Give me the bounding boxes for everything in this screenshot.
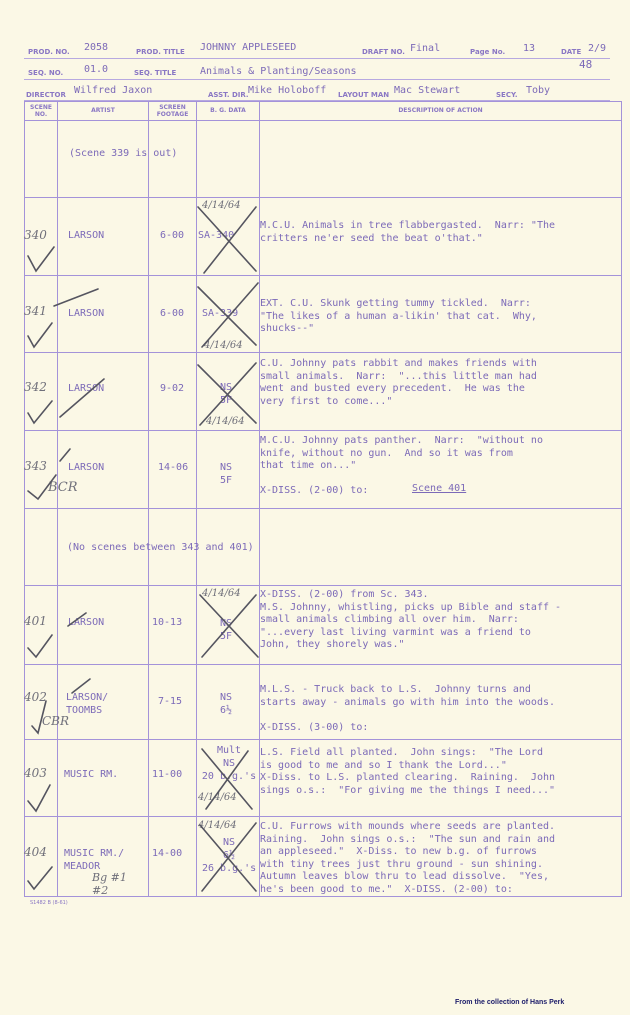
col-scene-no: SCENE NO.: [30, 104, 52, 118]
artist: LARSON: [68, 462, 105, 473]
prod-no: 2058: [84, 42, 109, 53]
screen-footage: 10-13: [152, 617, 183, 628]
screen-footage: 6-00: [160, 308, 185, 319]
screen-footage: 9-02: [160, 383, 185, 394]
description: EXT. C.U. Skunk getting tummy tickled. Narr: "The likes of a human a-likin' that cat. Why, shucks--": [260, 298, 537, 334]
bg-data: SA-339: [202, 308, 239, 319]
seq-no-label: SEQ. NO.: [28, 69, 64, 77]
asst-dir-label: ASST. DIR.: [208, 91, 249, 99]
artist: MUSIC RM./ MEADOR: [64, 848, 125, 872]
scene-number: 343: [24, 459, 47, 473]
collection-credit: From the collection of Hans Perk: [455, 999, 565, 1006]
scene-table: [24, 101, 622, 897]
handwritten-initials: BCR: [48, 480, 78, 495]
screen-footage: 14-06: [158, 462, 189, 473]
form-number: S1482 B (8-61): [30, 900, 68, 906]
bg-data: NS 5F: [220, 462, 233, 486]
asst-dir: Mike Holoboff: [248, 85, 327, 96]
date: 2/9: [588, 43, 607, 54]
header-row-seq: [24, 65, 610, 80]
handwritten-bg-note: Bg #1 #2: [92, 871, 127, 897]
description: L.S. Field all planted. John sings: "The Lord is good to me and so I thank the Lord..." X-Diss. to L.S. planted clearing. Raining. John sings o.s.: "For giving me the things I need...": [260, 747, 556, 796]
seq-no: 01.0: [84, 64, 109, 75]
seq-title: Animals & Planting/Seasons: [200, 66, 357, 77]
director-label: DIRECTOR: [26, 91, 66, 99]
header-row-director: [24, 86, 610, 101]
corner-number: 48: [579, 58, 593, 71]
artist: LARSON: [68, 230, 105, 241]
layout-man-label: LAYOUT MAN: [338, 91, 390, 99]
note-no-scenes-between: (No scenes between 343 and 401): [67, 542, 254, 553]
bg-data: Mult NS 20 b.g.'s: [201, 745, 257, 782]
scene-number: 340: [24, 228, 47, 242]
screen-footage: 6-00: [160, 230, 185, 241]
prod-title: JOHNNY APPLESEED: [200, 42, 297, 53]
prod-title-label: PROD. TITLE: [136, 48, 185, 56]
scene-number: 402: [24, 690, 47, 704]
prod-no-label: PROD. NO.: [28, 48, 70, 56]
scene-number: 404: [24, 845, 47, 859]
scene-number: 403: [24, 766, 47, 780]
handwritten-initials: CBR: [42, 714, 70, 728]
date-label: DATE: [561, 48, 582, 56]
bg-data: SA-340: [198, 230, 235, 241]
description: C.U. Johnny pats rabbit and makes friends with small animals. Narr: "...this little man had went and busted every precedent. He was the very first to come...": [260, 358, 537, 407]
artist: LARSON: [68, 308, 105, 319]
bg-date: 4/14/64: [198, 792, 237, 803]
artist: LARSON/ TOOMBS: [66, 692, 109, 716]
bg-date: 4/14/64: [206, 416, 245, 427]
screen-footage: 11-00: [152, 769, 183, 780]
bg-date: 4/14/64: [198, 820, 237, 831]
scene-number: 342: [24, 380, 47, 394]
seq-title-label: SEQ. TITLE: [134, 69, 177, 77]
draft-no: Final: [410, 43, 441, 54]
layout-man: Mac Stewart: [394, 85, 461, 96]
col-artist: ARTIST: [91, 107, 115, 114]
bg-data: NS 5F: [220, 382, 233, 406]
secy-label: SECY.: [496, 91, 518, 99]
artist: LARSON: [68, 617, 105, 628]
col-screen-footage: SCREEN FOOTAGE: [156, 104, 189, 118]
description: M.C.U. Animals in tree flabbergasted. Narr: "The critters ne'er seed the beat o'that.": [260, 220, 556, 244]
screen-footage: 7-15: [158, 696, 183, 707]
screen-footage: 14-00: [152, 848, 183, 859]
bg-date: 4/14/64: [202, 588, 241, 599]
bg-data: NS 6½ 26 b.g.'s: [202, 837, 257, 874]
scene-link[interactable]: Scene 401: [412, 483, 467, 494]
col-description: DESCRIPTION OF ACTION: [398, 107, 483, 114]
description: X-DISS. (2-00) from Sc. 343. M.S. Johnny, whistling, picks up Bible and staff - small animals climbing all over him. Narr: "...every last living varmint was a friend to John, they shorely was.": [260, 589, 562, 650]
description: M.L.S. - Truck back to L.S. Johnny turns and starts away - animals go with him into the woods. X-DISS. (3-00) to:: [260, 684, 556, 733]
artist: MUSIC RM.: [64, 769, 119, 780]
col-bg-data: B. G. DATA: [210, 107, 246, 114]
header-row-prod: [24, 44, 610, 59]
director: Wilfred Jaxon: [74, 85, 153, 96]
page-no: 13: [523, 43, 536, 54]
page-no-label: Page No.: [470, 48, 506, 56]
artist: LARSON: [68, 383, 105, 394]
scene-number: 401: [24, 614, 47, 628]
bg-data: NS 6½: [220, 692, 233, 716]
bg-date: 4/14/64: [204, 340, 243, 351]
bg-data: NS 5F: [220, 618, 233, 642]
bg-date: 4/14/64: [202, 200, 241, 211]
scene-number: 341: [24, 304, 47, 318]
secy: Toby: [526, 85, 551, 96]
draft-no-label: DRAFT NO.: [362, 48, 405, 56]
description: C.U. Furrows with mounds where seeds are planted. Raining. John sings o.s.: "The sun and rain and an appleseed." X-Diss. to new b.g. of furrows with tiny trees just thru ground - sun shining. Autumn leaves blow thru to lead dissolve. "Yes, he's been good to me." X-DISS. (2-00) to:: [260, 821, 556, 895]
description: M.C.U. Johnny pats panther. Narr: "without no knife, without no gun. And so it was from that time on..." X-DISS. (2-00) to:: [260, 435, 543, 496]
note-scene-339-out: (Scene 339 is out): [69, 148, 178, 159]
